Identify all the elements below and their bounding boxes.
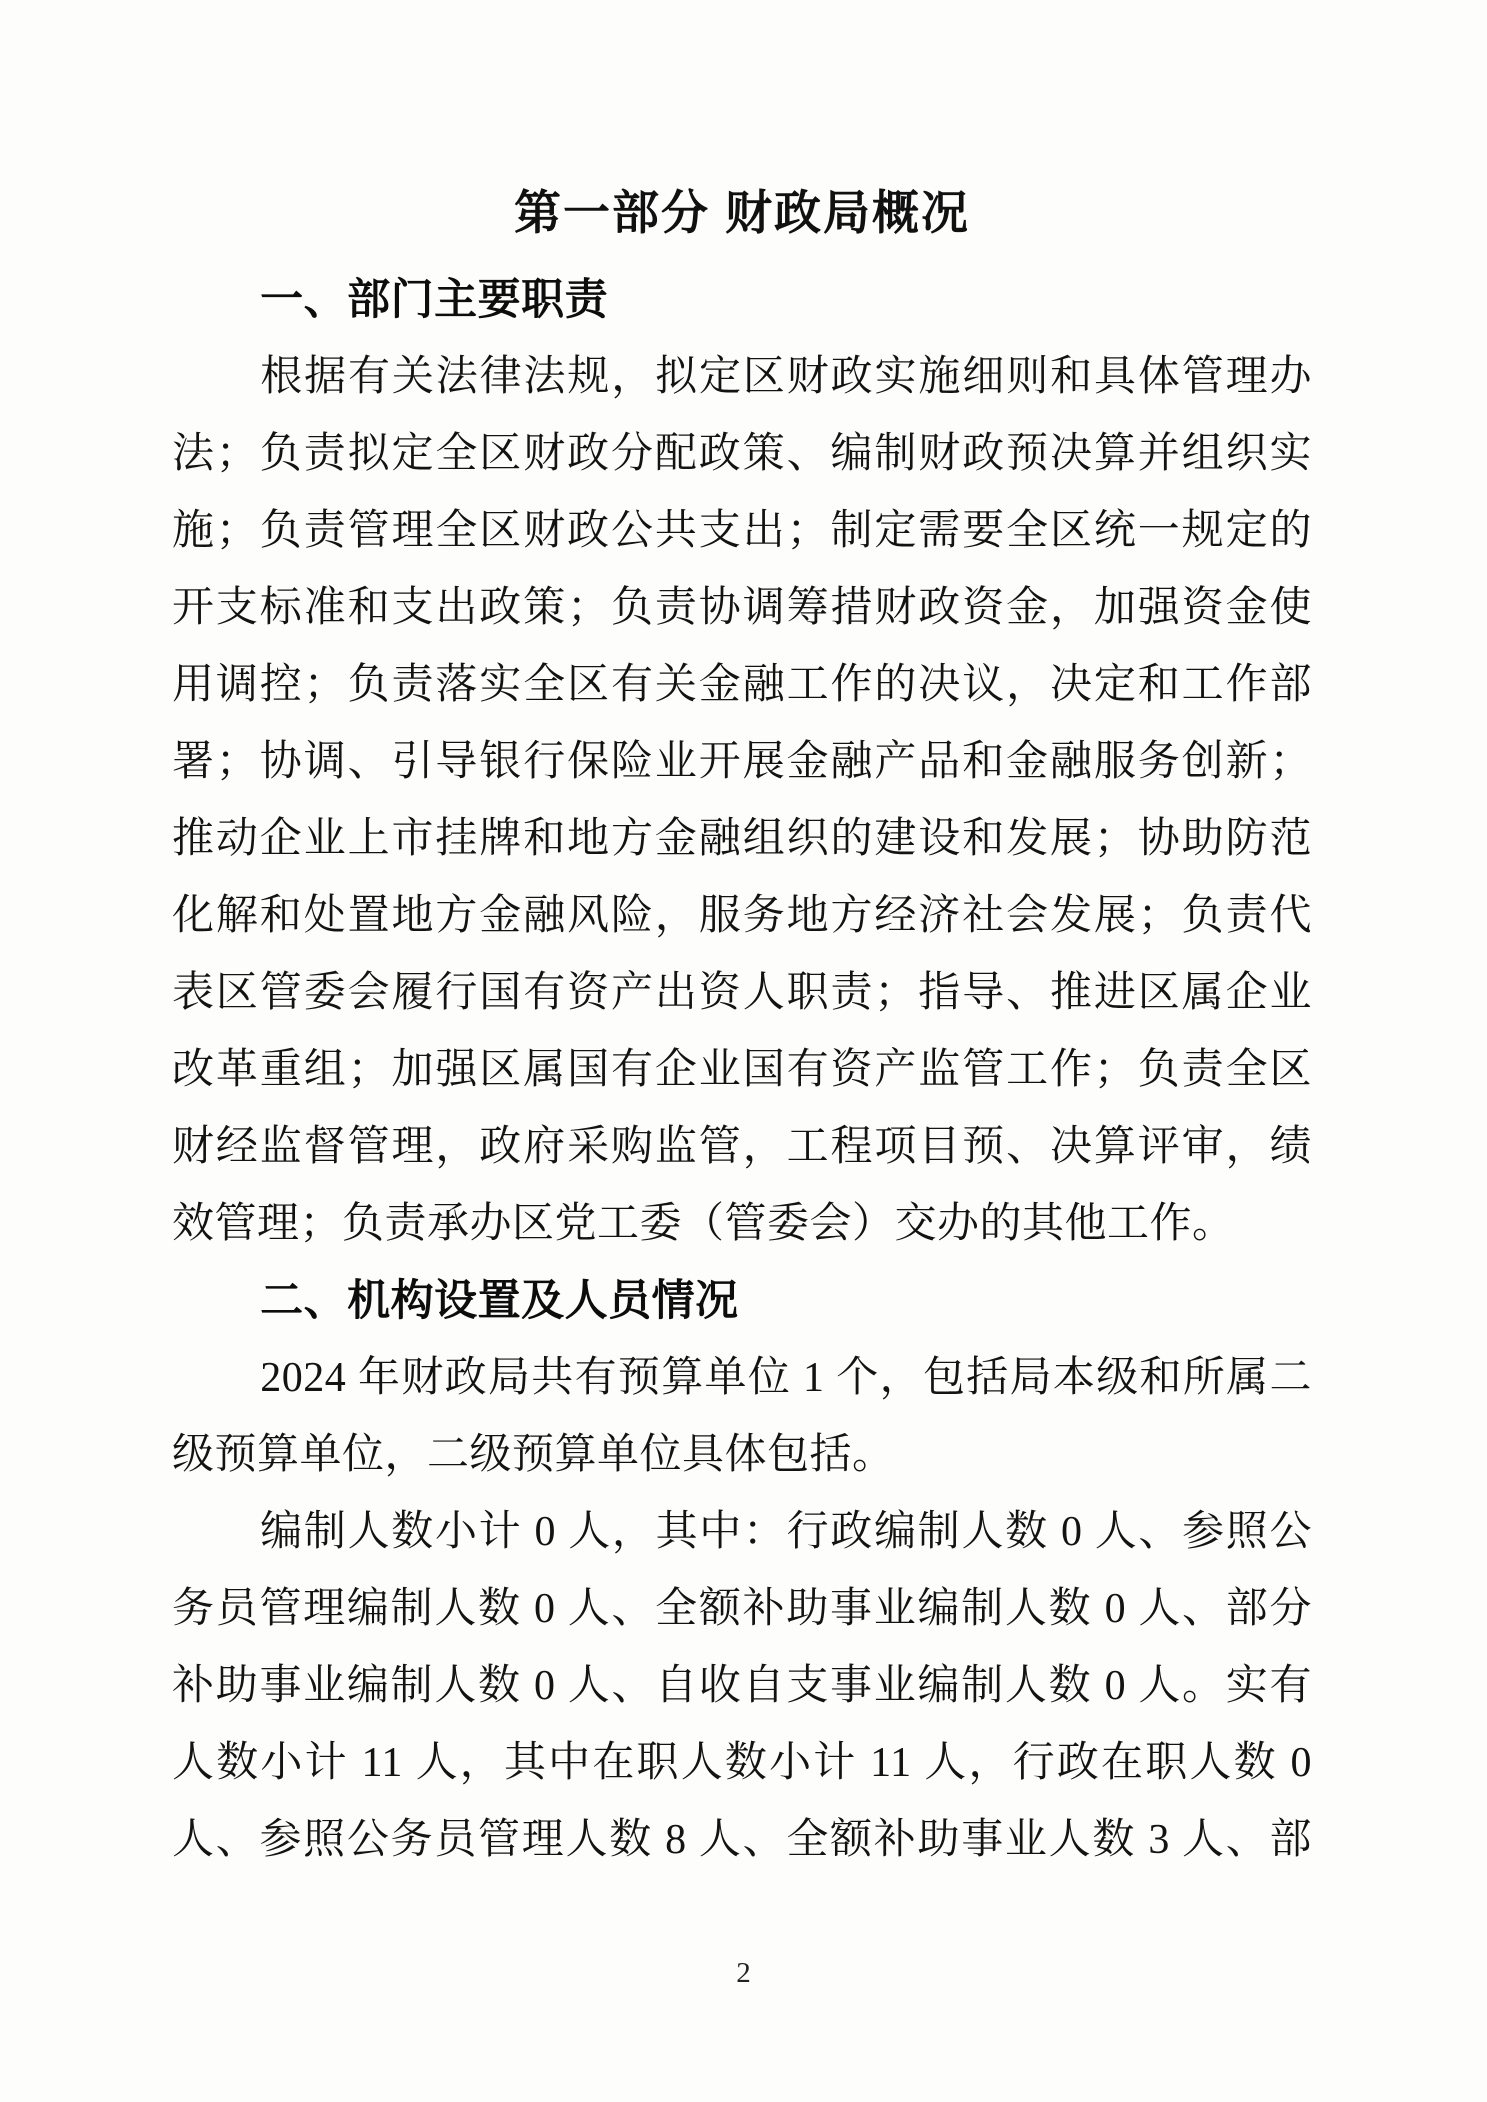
paragraph-line: 署；协调、引导银行保险业开展金融产品和金融服务创新； (172, 739, 1312, 785)
paragraph-line: 推动企业上市挂牌和地方金融组织的建设和发展；协助防范 (172, 816, 1312, 862)
page-number: 2 (736, 1957, 751, 1989)
paragraph-line: 根据有关法律法规，拟定区财政实施细则和具体管理办 (260, 354, 1312, 400)
paragraph-line: 级预算单位，二级预算单位具体包括。 (172, 1432, 895, 1478)
paragraph-line: 务员管理编制人数 0 人、全额补助事业编制人数 0 人、部分 (172, 1586, 1312, 1632)
paragraph-line: 财经监督管理，政府采购监管，工程项目预、决算评审，绩 (172, 1124, 1312, 1170)
paragraph-line: 用调控；负责落实全区有关金融工作的决议，决定和工作部 (172, 662, 1312, 708)
document-title: 第一部分 财政局概况 (513, 186, 971, 239)
paragraph-line: 人数小计 11 人，其中在职人数小计 11 人，行政在职人数 0 (172, 1740, 1312, 1786)
paragraph-line: 表区管委会履行国有资产出资人职责；指导、推进区属企业 (172, 970, 1312, 1016)
paragraph-line: 化解和处置地方金融风险，服务地方经济社会发展；负责代 (172, 893, 1312, 939)
paragraph-line: 施；负责管理全区财政公共支出；制定需要全区统一规定的 (172, 508, 1312, 554)
paragraph-line: 2024 年财政局共有预算单位 1 个，包括局本级和所属二 (260, 1355, 1312, 1401)
paragraph-line: 编制人数小计 0 人，其中：行政编制人数 0 人、参照公 (260, 1509, 1312, 1555)
paragraph-line: 开支标准和支出政策；负责协调筹措财政资金，加强资金使 (172, 585, 1312, 631)
paragraph-line: 改革重组；加强区属国有企业国有资产监管工作；负责全区 (172, 1047, 1312, 1093)
paragraph-line: 人、参照公务员管理人数 8 人、全额补助事业人数 3 人、部 (172, 1817, 1312, 1863)
document-body (172, 262, 1312, 1879)
section-heading-2: 二、机构设置及人员情况 (260, 1277, 739, 1325)
paragraph-line: 补助事业编制人数 0 人、自收自支事业编制人数 0 人。实有 (172, 1663, 1312, 1709)
paragraph-line: 效管理；负责承办区党工委（管委会）交办的其他工作。 (172, 1201, 1235, 1247)
paragraph-line: 法；负责拟定全区财政分配政策、编制财政预决算并组织实 (172, 431, 1312, 477)
section-heading-1: 一、部门主要职责 (260, 276, 609, 324)
